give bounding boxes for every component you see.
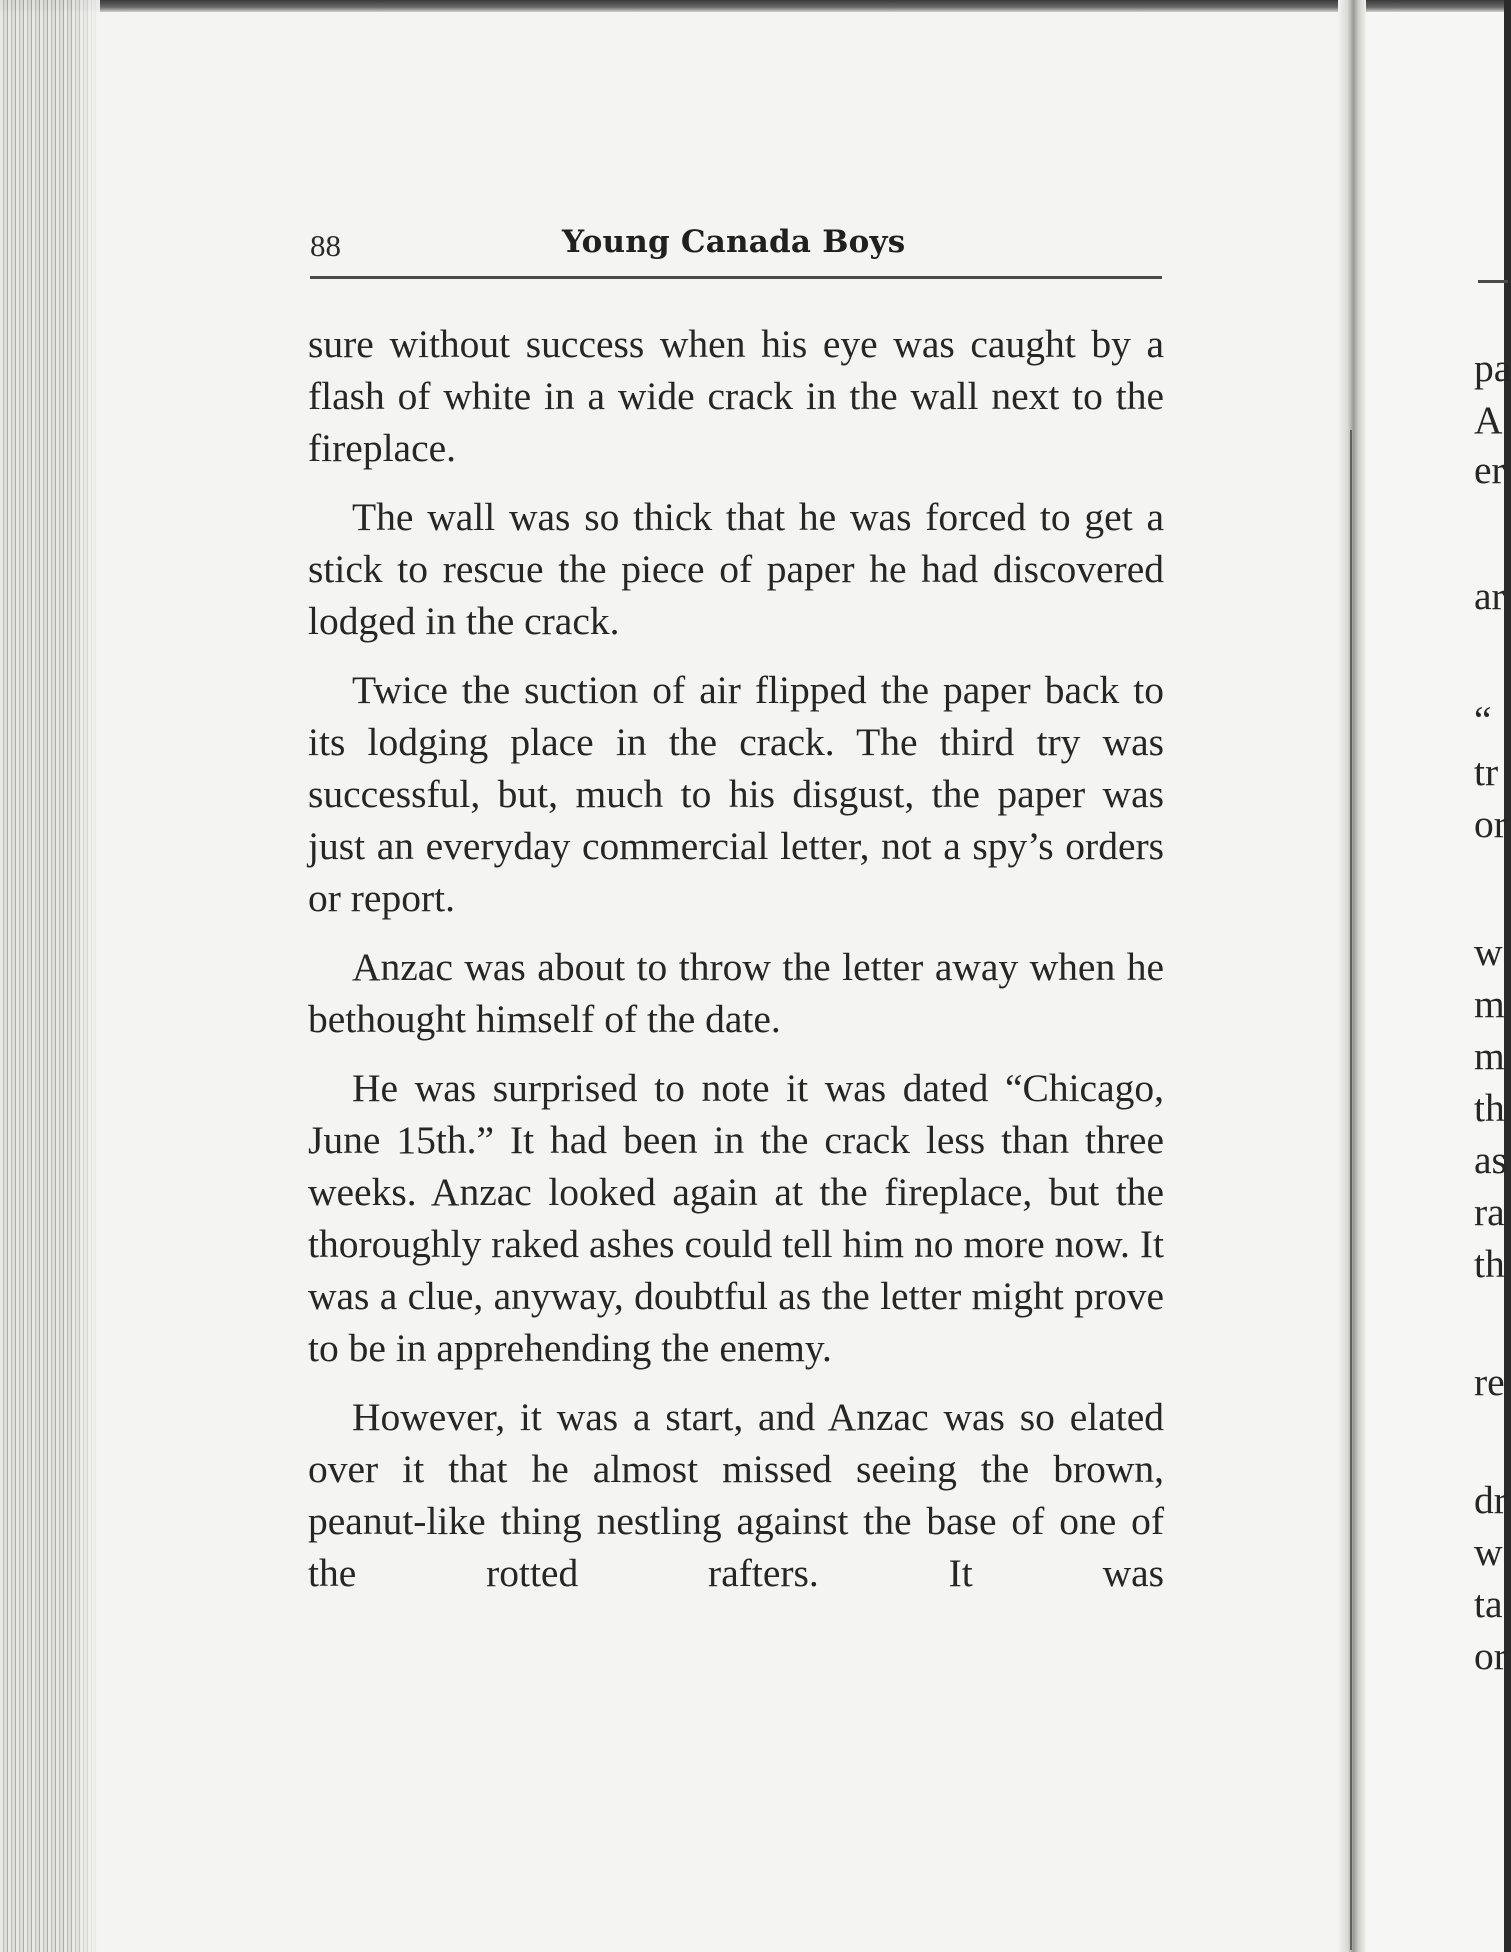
body-text — [308, 318, 1164, 1616]
facing-header-rule — [1478, 280, 1508, 283]
facing-fragment: m — [1474, 1034, 1505, 1078]
gutter-shadow-line — [1350, 430, 1352, 1950]
facing-fragment: tr — [1474, 750, 1499, 794]
paragraph: Anzac was about to throw the letter away when he bethought himself of the date. — [308, 945, 1164, 1041]
scan-top-edge — [0, 0, 1504, 12]
facing-fragment: or — [1474, 1634, 1507, 1678]
facing-fragment: w — [1474, 930, 1503, 974]
facing-fragment: th — [1474, 1242, 1505, 1286]
paragraph: The wall was so thick that he was forced to get a stick to rescue the piece of paper he had discovered lodged in the crack. — [308, 495, 1164, 643]
facing-fragment: ar — [1474, 574, 1505, 618]
facing-fragment: ra — [1474, 1190, 1505, 1234]
facing-page — [1366, 12, 1511, 1952]
facing-fragment: ta — [1474, 1582, 1503, 1626]
page-header — [310, 222, 1162, 272]
page-edges — [0, 0, 100, 1952]
facing-fragment: m — [1474, 982, 1505, 1026]
running-title: Young Canada Boys — [562, 224, 906, 260]
facing-fragment: A — [1474, 398, 1503, 442]
book-gutter — [1338, 0, 1366, 1952]
paragraph: He was surprised to note it was dated “Chicago, June 15th.” It had been in the crack less than three weeks. Anzac looked again at the fireplace, but the thoroughly raked ashes could tell him no more now. It was a clue, anyway, doubtful as the letter might prove to be in apprehending the enemy. — [308, 1066, 1164, 1370]
facing-fragment: dr — [1474, 1478, 1507, 1522]
facing-fragment: er — [1474, 448, 1505, 492]
header-rule — [310, 276, 1162, 279]
facing-fragment: as — [1474, 1138, 1507, 1182]
page-number: 88 — [310, 228, 341, 263]
facing-fragment: pa — [1474, 346, 1511, 390]
facing-fragment: re — [1474, 1360, 1505, 1404]
paragraph: sure without success when his eye was caught by a flash of white in a wide crack in the wall next to the fireplace. — [308, 322, 1164, 470]
facing-fragment: or — [1474, 802, 1507, 846]
facing-fragment: w — [1474, 1530, 1503, 1574]
facing-fragment: th — [1474, 1086, 1505, 1130]
facing-fragment: “ — [1474, 698, 1492, 742]
paragraph: Twice the suction of air flipped the paper back to its lodging place in the crack. The third try was successful, but, much to his disgust, the paper was just an everyday commercial letter, not a spy’s orders or report. — [308, 668, 1164, 920]
paragraph: However, it was a start, and Anzac was so elated over it that he almost missed seeing the brown, peanut-like thing nestling against the base of one of the rotted rafters. It was — [308, 1395, 1164, 1595]
